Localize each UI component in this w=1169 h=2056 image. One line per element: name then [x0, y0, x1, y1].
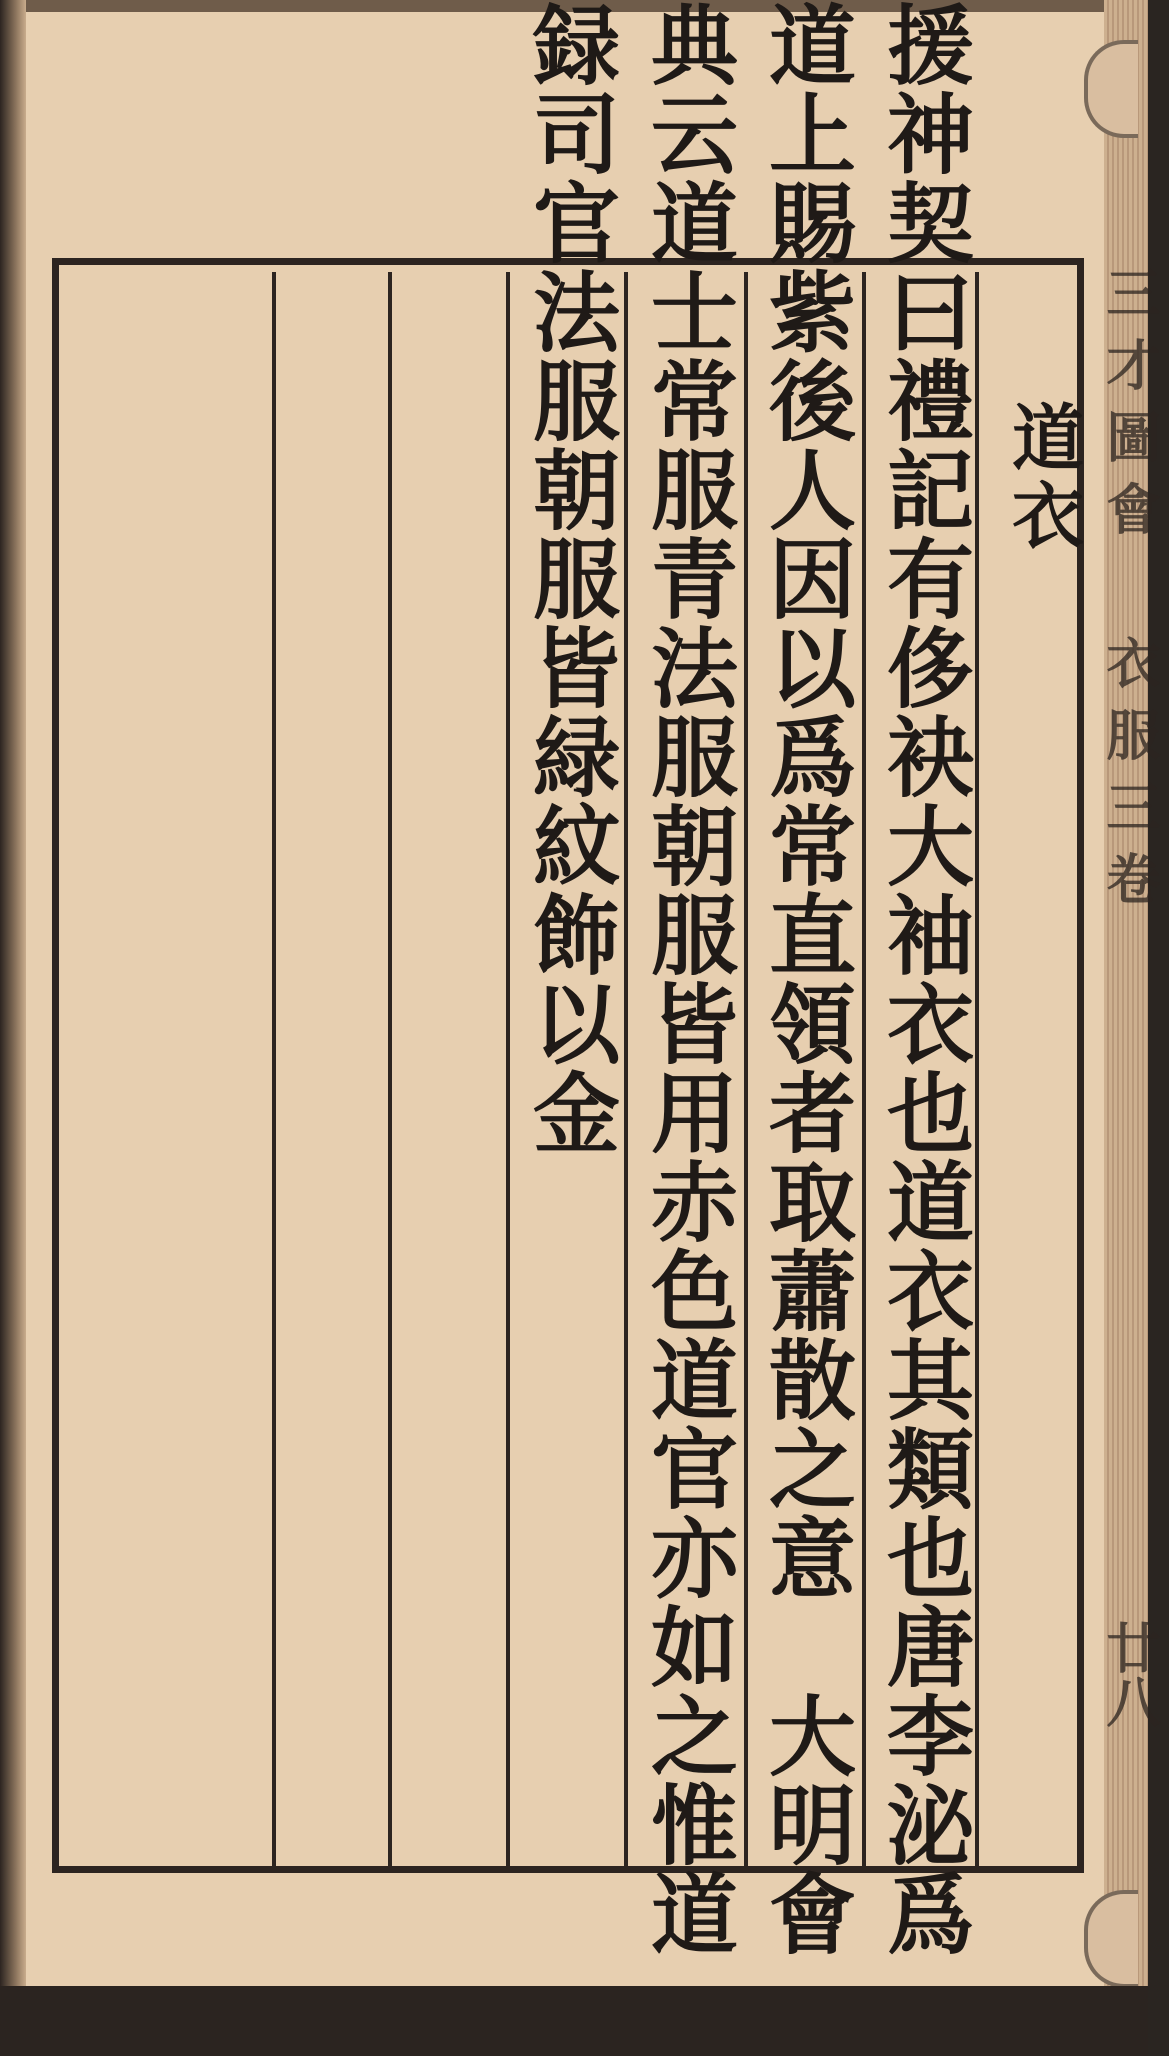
- book-clip-top: [1084, 40, 1138, 138]
- section-heading: 道衣: [1000, 400, 1085, 556]
- column-rule: [862, 272, 866, 1867]
- bottom-edge: [0, 1986, 1148, 2056]
- text-column-3: 典云道士常服青法服朝服皆用赤色道官亦如之惟道: [636, 0, 739, 1958]
- column-rule: [272, 272, 276, 1867]
- text-column-2: 道上賜紫後人因以爲常直領者取蕭散之意 大明會: [754, 0, 857, 1958]
- column-rule: [744, 272, 748, 1867]
- running-title: 三才圖會 衣服三卷: [1098, 265, 1162, 923]
- column-rule: [624, 272, 628, 1867]
- book-spine: [0, 0, 26, 2056]
- column-rule: [506, 272, 510, 1867]
- book-clip-bottom: [1084, 1890, 1138, 1988]
- text-column-4: 録司官法服朝服皆緑紋飾以金: [518, 0, 621, 1157]
- text-column-1: 援神契曰禮記有侈袂大袖衣也道衣其類也唐李泌爲: [872, 0, 975, 1958]
- folio-number: 廿八: [1098, 1620, 1162, 1728]
- column-rule: [388, 272, 392, 1867]
